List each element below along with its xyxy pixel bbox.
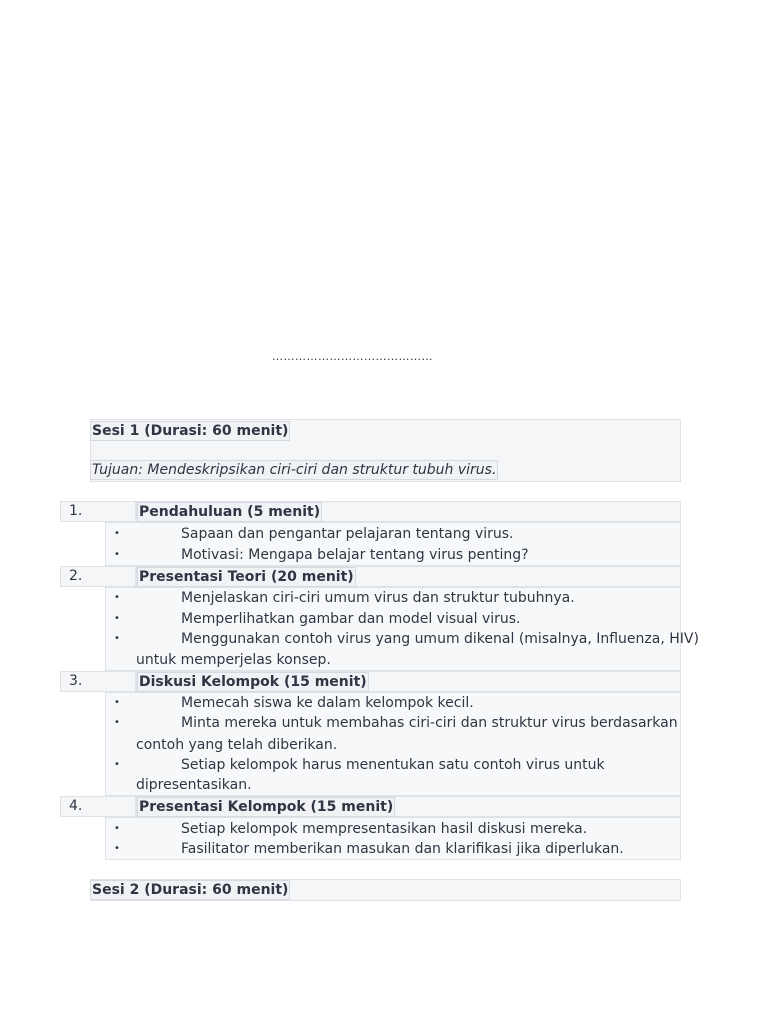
step-3-number: 3. [60,671,136,692]
list-item: Setiap kelompok harus menentukan satu contoh virus untuk [181,757,605,773]
step-2-heading-cell [136,566,681,587]
step-1-heading: Pendahuluan (5 menit) [139,504,321,520]
list-item: Minta mereka untuk membahas ciri-ciri dan struktur virus berdasarkan [181,715,678,731]
separator-dots: …………………………………… [272,350,433,363]
step-3-heading: Diskusi Kelompok (15 menit) [139,674,367,690]
list-item: Sapaan dan pengantar pelajaran tentang virus. [181,526,514,542]
list-item: Memecah siswa ke dalam kelompok kecil. [181,695,474,711]
list-item-continuation: untuk memperjelas konsep. [136,652,331,668]
list-item: Menggunakan contoh virus yang umum dikenal (misalnya, Influenza, HIV) [181,631,699,647]
session-2-title-wrap [90,880,290,900]
session-1-title-wrap [90,421,290,441]
bullet-marker: • [114,823,120,834]
step-2-number: 2. [60,566,136,587]
step-3-heading-cell [136,671,681,692]
bullet-marker: • [114,633,120,644]
bullet-marker: • [114,717,120,728]
bullet-marker: • [114,549,120,560]
list-item: Fasilitator memberikan masukan dan klarifikasi jika diperlukan. [181,841,624,857]
list-item: Setiap kelompok mempresentasikan hasil diskusi mereka. [181,821,588,837]
step-4-heading: Presentasi Kelompok (15 menit) [139,799,394,815]
bullet-marker: • [114,697,120,708]
list-item: Motivasi: Mengapa belajar tentang virus penting? [181,547,529,563]
session-1-goal-wrap [90,460,498,480]
bullet-marker: • [114,843,120,854]
step-1-heading-cell [136,501,681,522]
bullet-marker: • [114,592,120,603]
step-1-number: 1. [60,501,136,522]
session-1-title: Sesi 1 (Durasi: 60 menit) [92,423,289,439]
list-item: Menjelaskan ciri-ciri umum virus dan struktur tubuhnya. [181,590,575,606]
session-1-goal: Tujuan: Mendeskripsikan ciri-ciri dan struktur tubuh virus. [92,462,497,478]
step-4-heading-cell [136,796,681,817]
bullet-marker: • [114,528,120,539]
bullet-marker: • [114,759,120,770]
list-item-continuation: dipresentasikan. [136,777,252,793]
list-item: Memperlihatkan gambar dan model visual virus. [181,611,521,627]
step-4-number: 4. [60,796,136,817]
bullet-marker: • [114,613,120,624]
session-2-title: Sesi 2 (Durasi: 60 menit) [92,882,289,898]
step-2-heading: Presentasi Teori (20 menit) [139,569,354,585]
list-item-continuation: contoh yang telah diberikan. [136,737,338,753]
